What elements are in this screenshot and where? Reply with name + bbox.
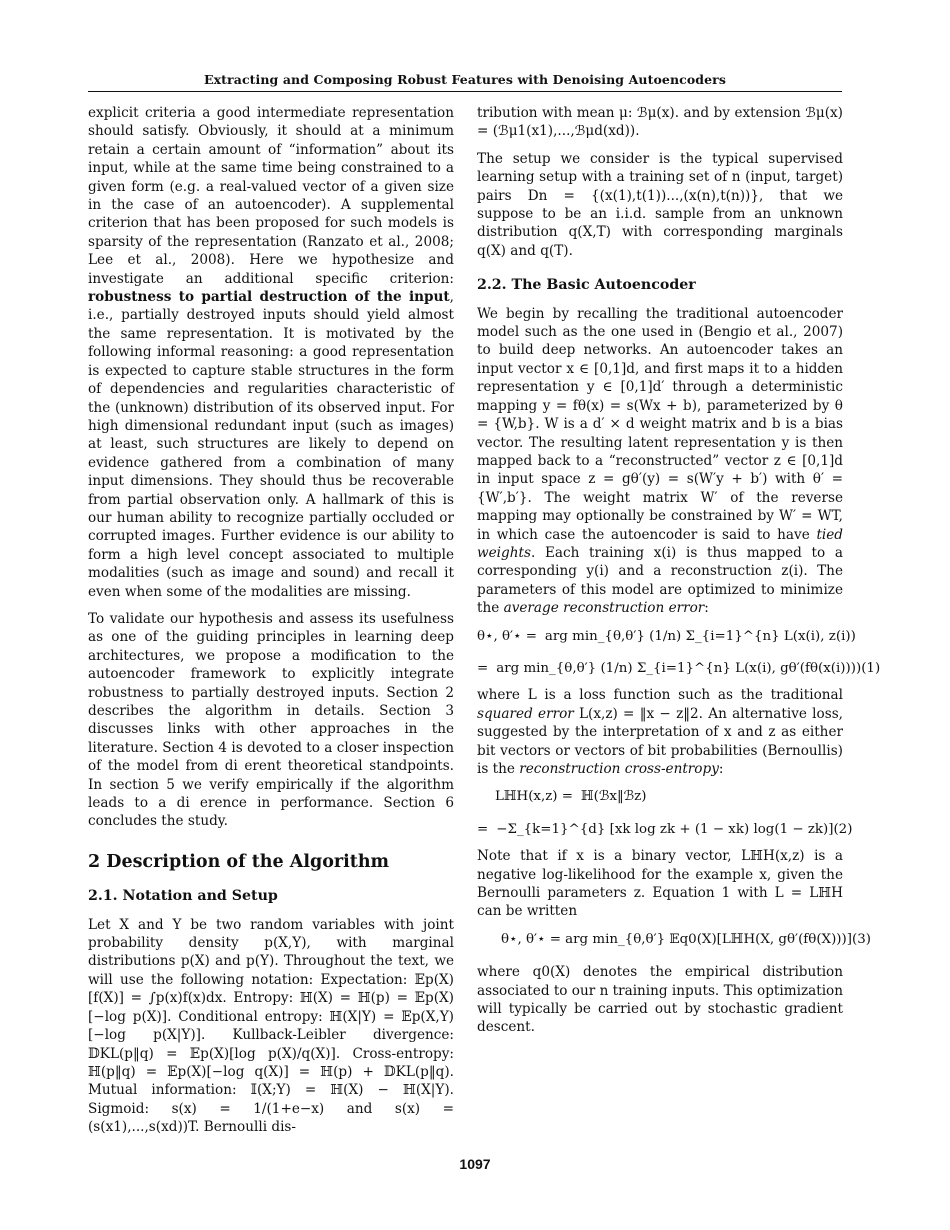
subsection-autoencoder: 2.2. The Basic Autoencoder [477, 277, 696, 294]
equation-number-1: (1) [861, 660, 881, 676]
paragraph-empirical: where q0(X) denotes the empirical distribution associated to our n training inputs. This optimization will typically be carried out by stochastic gradient descent. [477, 964, 843, 1036]
equation-1-line-1: θ⋆, θ′⋆ = arg min_{θ,θ′} (1/n) Σ_{i=1}^{n} L(x(i), z(i)) [477, 628, 856, 644]
paragraph-note: Note that if x is a binary vector, LℍH(x,z) is a negative log-likelihood for the example x, given the Bernoulli parameters z. Equation 1 with L = LℍH can be written [477, 848, 843, 920]
paragraph-autoencoder: We begin by recalling the traditional autoencoder model such as the one used in (Bengio et al., 2007) to build deep networks. An autoencoder takes an input vector x ∈ [0,1]d, and first maps it to a hidden representation y ∈ [0,1]d′ through a deterministic mapping y = fθ(x) = s(Wx + b), parameterized by θ = {W,b}. W is a d′ × d weight matrix and b is a bias vector. The resulting latent representation y is then mapped back to a “reconstructed” vector z ∈ [0,1]d in input space z = gθ′(y) = s(W′y + b′) with θ′ = {W′,b′}. The weight matrix W′ of the reverse mapping may optionally be constrained by W′ = WT, in which case the autoencoder is said to have tied weights. Each training x(i) is thus mapped to a corresponding y(i) and a reconstruction z(i). The parameters of this model are optimized to minimize the average reconstruction error: [477, 305, 843, 617]
running-head: Extracting and Composing Robust Features with Denoising Autoencoders [204, 72, 726, 87]
paragraph-intro: explicit criteria a good intermediate representation should satisfy. Obviously, it should at a minimum retain a certain amount of “information” about its input, while at the same time being constrained to a given form (e.g. a real-valued vector of a given size in the case of an autoencoder). A supplemental criterion that has been proposed for such models is sparsity of the representation (Ranzato et al., 2008; Lee et al., 2008). Here we hypothesize and investigate an additional specific criterion: robustness to partial destruction of the input, i.e., partially destroyed inputs should yield almost the same representation. It is motivated by the following informal reasoning: a good representation is expected to capture stable structures in the form of dependencies and regularities characteristic of the (unknown) distribution of its observed input. For high dimensional redundant input (such as images) at least, such structures are likely to depend on evidence gathered from a combination of many input dimensions. They should thus be recoverable from partial observation only. A hallmark of this is our human ability to recognize partially occluded or corrupted images. Further evidence is our ability to form a high level concept associated to multiple modalities (such as image and sound) and recall it even when some of the modalities are missing. [88, 105, 454, 600]
equation-number-3: (3) [851, 931, 871, 947]
paragraph-bernoulli: tribution with mean μ: ℬμ(x). and by extension ℬμ(x) = (ℬμ1(x1),...,ℬμd(xd)). [477, 105, 843, 140]
paragraph-setup: The setup we consider is the typical supervised learning setup with a training set of n (input, target) pairs Dn = {(x(1),t(1))...,(x(n),t(n))}, that we suppose to be an i.i.d. sample from an unknown distribution q(X,T) with corresponding marginals q(X) and q(T). [477, 150, 843, 259]
equation-2-line-1: LℍH(x,z) = ℍ(ℬx‖ℬz) [494, 789, 647, 805]
bold-criterion: robustness to partial destruction of the input [88, 289, 450, 306]
right-column [477, 104, 881, 1046]
paragraph-notation: Let X and Y be two random variables with joint probability density p(X,Y), with marginal distributions p(X) and p(Y). Throughout the text, we will use the following notation: Expectation: 𝔼p(X)[f(X)] = ∫p(x)f(x)dx. Entropy: ℍ(X) = ℍ(p) = 𝔼p(X)[−log p(X)]. Conditional entropy: ℍ(X|Y) = 𝔼p(X,Y)[−log p(X|Y)]. Kullback-Leibler divergence: 𝔻KL(p‖q) = 𝔼p(X)[log p(X)/q(X)]. Cross-entropy: ℍ(p‖q) = 𝔼p(X)[−log q(X)] = ℍ(p) + 𝔻KL(p‖q). Mutual information: 𝕀(X;Y) = ℍ(X) − ℍ(X|Y). Sigmoid: s(x) = 1/(1+e−x) and s(x) = (s(x1),...,s(xd))T. Bernoulli dis- [88, 916, 454, 1136]
page-number: 1097 [459, 1156, 491, 1172]
section-title: 2 Description of the Algorithm [88, 851, 390, 872]
left-column [88, 104, 454, 1146]
equation-number-2: (2) [833, 821, 853, 837]
header-rule [88, 91, 842, 92]
equation-3: θ⋆, θ′⋆ = arg min_{θ,θ′} 𝔼q0(X)[LℍH(X, gθ′(fθ(X)))] (3) [477, 931, 843, 949]
paragraph-validate: To validate our hypothesis and assess its usefulness as one of the guiding principles in learning deep architectures, we propose a modification to the autoencoder framework to explicitly integrate robustness to partially destroyed inputs. Section 2 describes the algorithm in details. Section 3 discusses links with other approaches in the literature. Section 4 is devoted to a closer inspection of the model from di erent theoretical standpoints. In section 5 we verify empirically if the algorithm leads to a di erence in performance. Section 6 concludes the study. [88, 610, 454, 830]
subsection-notation: 2.1. Notation and Setup [88, 888, 278, 905]
paragraph-loss: where L is a loss function such as the traditional squared error L(x,z) = ‖x − z‖2. An alternative loss, suggested by the interpretation of x and z as either bit vectors or vectors of bit probabilities (Bernoullis) is the reconstruction cross-entropy: [477, 687, 843, 777]
equation-1-line-2: = arg min_{θ,θ′} (1/n) Σ_{i=1}^{n} L(x(i), gθ′(fθ(x(i)))) (1) [477, 660, 843, 678]
equation-2-line-2: = −Σ_{k=1}^{d} [xk log zk + (1 − xk) log(1 − zk)] (2) [477, 821, 843, 839]
